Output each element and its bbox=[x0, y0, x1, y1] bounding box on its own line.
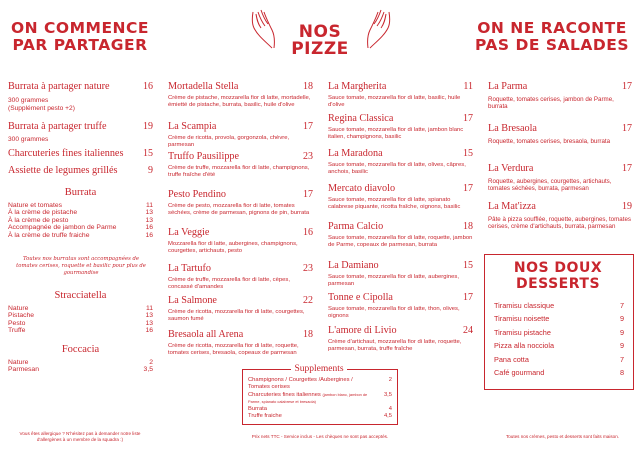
list-item bbox=[8, 148, 153, 160]
supplements-title: Supplements bbox=[291, 364, 347, 375]
table-row: Nature 11 bbox=[8, 305, 153, 312]
table-row: Nature et tomates 11 bbox=[8, 202, 153, 209]
table-row: Truffe 16 bbox=[8, 327, 153, 335]
table-row: Charcuteries fines italiennes (jambon blanc, jambon de Parme, spianato calabrese et bresaola) 3,5 bbox=[248, 392, 392, 404]
pizza-item: La Salmone 22 Crème de ricotta, mozzarella fior di latte, courgettes, saumon fumé bbox=[168, 295, 313, 323]
starter-price: 15 bbox=[143, 148, 153, 159]
list-item bbox=[8, 165, 153, 177]
starter-name: Burrata à partager truffe bbox=[8, 121, 107, 132]
table-row: Burrata 4 bbox=[248, 406, 392, 412]
table-row: À la crème de pesto 13 bbox=[8, 216, 153, 224]
starters-section-2 bbox=[8, 121, 153, 144]
header-right-line1: ON NE RACONTE bbox=[477, 19, 627, 37]
starters-section bbox=[8, 81, 153, 113]
desserts-title bbox=[484, 260, 632, 292]
salad-item: La Mat'izza 19 Pâte à pizza soufflée, roquette, aubergines, tomates cerises, crème d'artichauts, burrata, parmesan bbox=[488, 201, 632, 231]
table-row: Nature 2 bbox=[8, 359, 153, 366]
focaccia-title: Foccacia bbox=[61, 344, 100, 355]
pizza-item: La Tartufo 23 Crème de truffe, mozzarella fior di latte, cèpes, concassé d'amandes bbox=[168, 263, 313, 291]
pizza-item: Mortadella Stella 18 Crème de pistache, mozzarella fior di latte, mortadelle, émietté de pistache, burrata, basilic, huile d'olive bbox=[168, 81, 313, 109]
table-row: Truffe fraiche 4,5 bbox=[248, 413, 392, 419]
table-row: Tiramisu classique 7 bbox=[494, 301, 624, 310]
header-center: NOS PIZZE bbox=[291, 22, 349, 59]
starter-name: Charcuteries fines italiennes bbox=[8, 148, 124, 159]
header-right-line2: PAS DE SALADES bbox=[475, 36, 629, 54]
pizza-item: Regina Classica 17 Sauce tomate, mozzarella fior di latte, jambon blanc italien, champignons, basilic bbox=[328, 113, 473, 141]
starter-price: 19 bbox=[143, 121, 153, 132]
starter-name: Assiette de legumes grillés bbox=[8, 165, 118, 176]
header-left-line1: ON COMMENCE bbox=[11, 19, 149, 37]
salad-item: La Verdura 17 Roquette, aubergines, courgettes, artichauts, tomates séchées, burrata, parmesan bbox=[488, 163, 632, 193]
table-row: Pesto 13 bbox=[8, 319, 153, 327]
table-row: Pizza alla nocciola 9 bbox=[494, 341, 624, 351]
table-row: Accompagnée de jambon de Parme 16 bbox=[8, 224, 153, 232]
pizza-column-2 bbox=[328, 81, 473, 354]
footer-right: Toutes nos crèmes, pesto et desserts sont faits maison. bbox=[505, 434, 620, 439]
pizza-item: La Maradona 15 Sauce tomate, mozzarella fior di latte, olives, câpres, anchois, basilic bbox=[328, 148, 473, 176]
header-right bbox=[472, 20, 632, 54]
starter-desc: 300 grammes bbox=[8, 136, 49, 143]
pizza-item: Mercato diavolo 17 Sauce tomate, mozzarella fior di latte, spianato calabrese piquante, ricotta fraîche, oignons, basilic bbox=[328, 183, 473, 211]
list-item bbox=[8, 81, 153, 93]
stracciatella-title: Stracciatella bbox=[54, 290, 107, 301]
salad-item: La Parma 17 Roquette, tomates cerises, jambon de Parme, burrata bbox=[488, 81, 632, 111]
pizza-item: L'amore di Livio 24 Crème d'artichaut, mozzarella fior di latte, roquette, parmesan, burrata, truffe fraîche bbox=[328, 325, 473, 353]
pizza-item: La Damiano 15 Sauce tomate, mozzarella fior di latte, aubergines, parmesan bbox=[328, 260, 473, 288]
starter-price: 16 bbox=[143, 81, 153, 92]
pizza-item: Tonne e Cipolla 17 Sauce tomate, mozzarella fior di latte, thon, olives, oignons bbox=[328, 292, 473, 320]
table-row: Parmesan 3,5 bbox=[8, 366, 153, 374]
pizza-item: La Veggie 16 Mozzarella fior di latte, aubergines, champignons, courgettes, artichauts, pesto bbox=[168, 227, 313, 255]
table-row: À la crème de pistache 13 bbox=[8, 209, 153, 217]
starter-name: Burrata à partager nature bbox=[8, 81, 110, 92]
pizza-item: Truffo Pausilippe 23 Crème de truffe, mozzarella fior di latte, champignons, truffe fraîche d'été bbox=[168, 151, 313, 179]
table-row: Champignons / Courgettes /Aubergines / Tomates cerises 2 bbox=[248, 377, 392, 390]
burrata-note: Toutes nos burratas sont accompagnées de tomates cerises, roquette et basilic pour plus de gourmandise bbox=[16, 256, 146, 276]
pizza-item: La Scampia 17 Crème de ricotta, provola, gorgonzola, chèvre, parmesan bbox=[168, 121, 313, 149]
pizza-column-1 bbox=[168, 81, 313, 358]
table-row: Pistache 13 bbox=[8, 312, 153, 320]
header-left bbox=[0, 20, 160, 54]
burrata-title: Burrata bbox=[64, 187, 97, 198]
pizza-item: Pesto Pendino 17 Crème de pesto, mozzarella fior di latte, tomates séchées, crème de parmesan, pignons de pin, burrata bbox=[168, 189, 313, 217]
desserts-title-line1: NOS DOUX bbox=[513, 260, 603, 276]
pizza-item: La Margherita 11 Sauce tomate, mozzarella fior di latte, basilic, huile d'olive bbox=[328, 81, 473, 109]
salad-item: La Bresaola 17 Roquette, tomates cerises, bresaola, burrata bbox=[488, 123, 632, 145]
hands-icon-right bbox=[362, 6, 398, 52]
table-row: Pana cotta 7 bbox=[494, 354, 624, 364]
supplements-list bbox=[248, 377, 392, 420]
table-row: Café gourmand 8 bbox=[494, 368, 624, 378]
header-left-line2: PAR PARTAGER bbox=[12, 36, 148, 54]
table-row: Tiramisu pistache 9 bbox=[494, 327, 624, 337]
starter-price: 9 bbox=[148, 165, 153, 176]
stracciatella-list bbox=[8, 305, 153, 335]
footer-left: Vous êtes allergique ? N'hésitez pas à demander notre liste d'allergènes à un membre de la squadra :) bbox=[19, 431, 141, 442]
focaccia-list bbox=[8, 359, 153, 374]
desserts-list bbox=[494, 299, 624, 379]
desserts-title-line2: DESSERTS bbox=[515, 276, 601, 292]
footer-center: Prix nets TTC - Service inclus - Les chèques ne sont pas acceptés. bbox=[251, 434, 389, 439]
starter-desc-1: 300 grammes (Supplément pesto +2) bbox=[8, 97, 75, 112]
table-row: À la crème de truffe fraiche 16 bbox=[8, 231, 153, 239]
list-item bbox=[8, 121, 153, 133]
burrata-list bbox=[8, 202, 153, 239]
table-row: Tiramisu noisette 9 bbox=[494, 314, 624, 324]
pizza-item: Bresaola all Arena 18 Crème de ricotta, mozzarella fior di latte, roquette, tomates cerises, bresaola, copeaux de parmesan bbox=[168, 329, 313, 357]
salads-column bbox=[488, 81, 632, 231]
pizza-item: Parma Calcio 18 Sauce tomate, mozzarella fior di latte, roquette, jambon de Parme, copeaux de parmesan, burrata bbox=[328, 221, 473, 249]
